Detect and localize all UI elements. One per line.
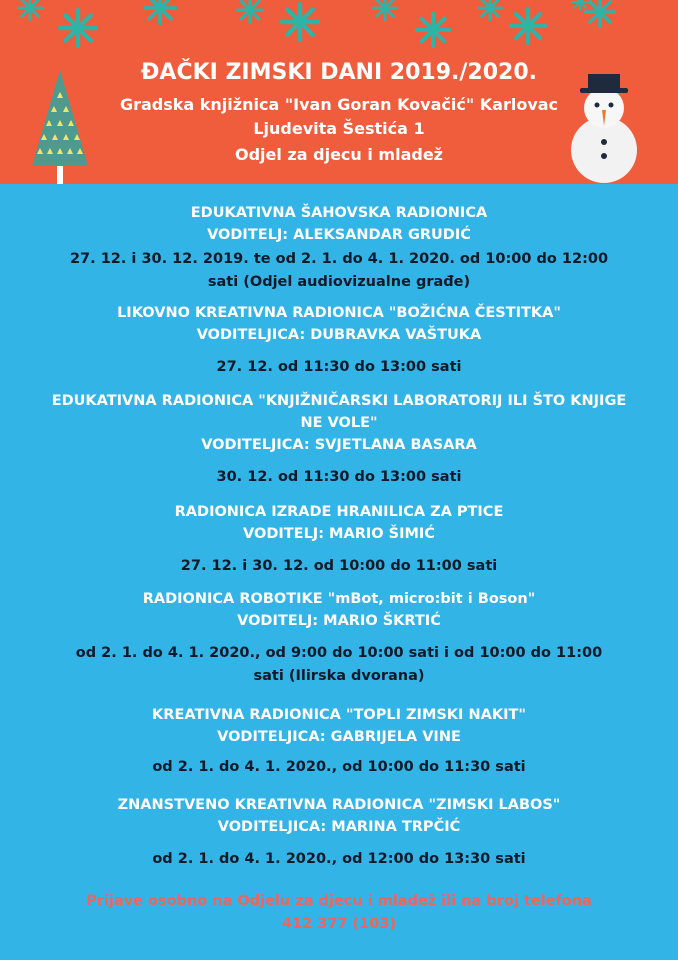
workshop-4 bbox=[20, 501, 658, 578]
workshop-leader: VODITELJ: MARIO ŠIMIĆ bbox=[243, 526, 435, 542]
snowflake-icon bbox=[509, 7, 547, 45]
workshop-leader: VODITELJ: ALEKSANDAR GRUDIĆ bbox=[207, 227, 471, 243]
library-address: Ljudevita Šestića 1 bbox=[253, 119, 425, 138]
snowflake-icon bbox=[415, 12, 451, 48]
workshop-schedule: 27. 12. i 30. 12. od 10:00 do 11:00 sati bbox=[180, 558, 498, 574]
workshop-leader: VODITELJ: MARIO ŠKRTIĆ bbox=[237, 613, 441, 629]
workshop-schedule: od 2. 1. do 4. 1. 2020., od 12:00 do 13:30 sati bbox=[152, 851, 526, 867]
workshop-title: RADIONICA IZRADE HRANILICA ZA PTICE bbox=[174, 504, 504, 520]
header-banner bbox=[0, 0, 678, 184]
snowflake-icon bbox=[280, 2, 320, 42]
workshop-schedule: od 2. 1. do 4. 1. 2020., od 10:00 do 11:30 sati bbox=[152, 759, 526, 775]
workshop-title: LIKOVNO KREATIVNA RADIONICA "BOŽIĆNA ČESTITKA" bbox=[117, 305, 561, 321]
phone-number: 412 377 (103) bbox=[281, 916, 397, 932]
workshop-list bbox=[0, 184, 678, 960]
department-name: Odjel za djecu i mladež bbox=[235, 145, 443, 164]
workshop-schedule: 27. 12. od 11:30 do 13:00 sati bbox=[216, 359, 462, 375]
snowflake-icon bbox=[58, 8, 98, 48]
snowflake-icon bbox=[236, 0, 264, 24]
workshop-title: EDUKATIVNA ŠAHOVSKA RADIONICA bbox=[190, 205, 488, 221]
snowflake-icon bbox=[571, 0, 589, 11]
workshop-leader: VODITELJICA: GABRIJELA VINE bbox=[217, 729, 461, 745]
snowflake-icon bbox=[143, 0, 177, 25]
registration-note bbox=[20, 890, 658, 936]
workshop-title: RADIONICA ROBOTIKE "mBot, micro:bit i Boson" bbox=[142, 591, 536, 607]
workshop-leader: VODITELJICA: DUBRAVKA VAŠTUKA bbox=[196, 327, 482, 343]
workshop-schedule: od 2. 1. do 4. 1. 2020., od 9:00 do 10:00 sati i od 10:00 do 11:00 bbox=[75, 645, 603, 661]
page-title: ĐAČKI ZIMSKI DANI 2019./2020. bbox=[140, 60, 538, 85]
workshop-schedule-cont: sati (Ilirska dvorana) bbox=[253, 668, 425, 684]
snowflake-icon bbox=[372, 0, 398, 21]
workshop-7 bbox=[20, 794, 658, 871]
workshop-title: ZNANSTVENO KREATIVNA RADIONICA "ZIMSKI LABOS" bbox=[117, 797, 561, 813]
snowflake-icon bbox=[17, 0, 43, 21]
workshop-title: EDUKATIVNA RADIONICA "KNJIŽNIČARSKI LABORATORIJ ILI ŠTO KNJIGE bbox=[51, 393, 627, 409]
workshop-3 bbox=[20, 390, 658, 489]
workshop-schedule: 30. 12. od 11:30 do 13:00 sati bbox=[216, 469, 462, 485]
workshop-schedule-cont: sati (Odjel audiovizualne građe) bbox=[207, 274, 471, 290]
workshop-leader: VODITELJICA: MARINA TRPČIĆ bbox=[217, 819, 461, 835]
workshop-1 bbox=[20, 202, 658, 294]
workshop-2 bbox=[20, 302, 658, 379]
registration-text: Prijave osobno na Odjelu za djecu i mladež ili na broj telefona bbox=[86, 893, 592, 909]
workshop-schedule: 27. 12. i 30. 12. 2019. te od 2. 1. do 4. 1. 2020. od 10:00 do 12:00 bbox=[69, 251, 609, 267]
snowflake-icon bbox=[477, 0, 503, 21]
workshop-leader: VODITELJICA: SVJETLANA BASARA bbox=[201, 437, 477, 453]
workshop-title-cont: NE VOLE" bbox=[300, 415, 378, 431]
workshop-5 bbox=[20, 588, 658, 688]
workshop-title: KREATIVNA RADIONICA "TOPLI ZIMSKI NAKIT" bbox=[152, 707, 526, 723]
workshop-6 bbox=[20, 704, 658, 779]
library-name: Gradska knjižnica "Ivan Goran Kovačić" Karlovac bbox=[119, 95, 559, 114]
